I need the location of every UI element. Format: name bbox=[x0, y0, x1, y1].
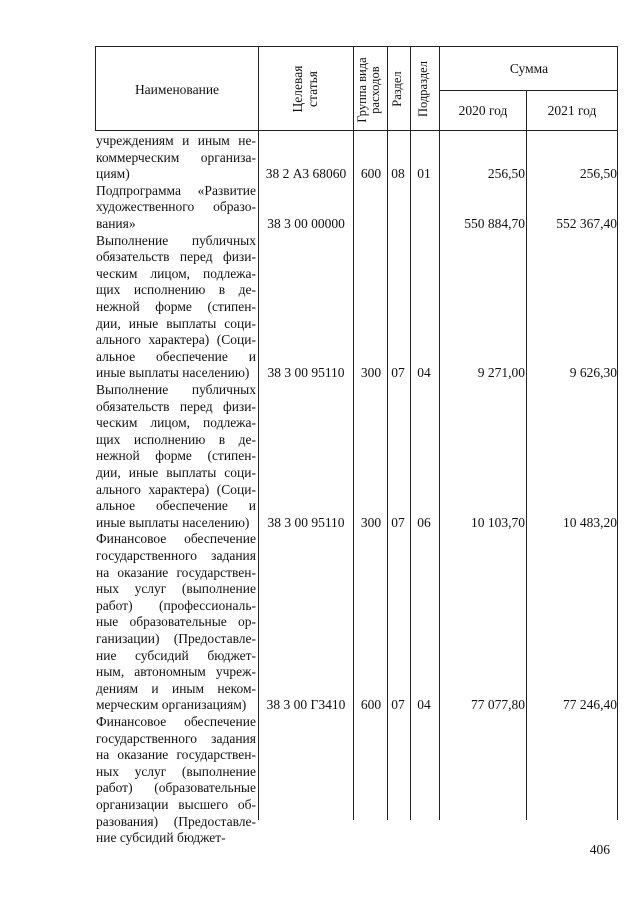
row-name-line: ческим лицом, подлежа- bbox=[96, 415, 256, 431]
row-name-line: ным, автономным учреж- bbox=[96, 664, 256, 680]
row-expense-group: 300 bbox=[360, 365, 382, 381]
row-name-line: ных услуг (выполнение bbox=[96, 581, 256, 597]
row-name-line: обязательств перед физи- bbox=[96, 398, 256, 414]
row-name-line: циям) bbox=[96, 166, 130, 182]
header-name: Наименование bbox=[134, 82, 220, 97]
row-name-line: дии, иные выплаты соци- bbox=[96, 464, 256, 480]
row-name-line: щих исполнению в де- bbox=[96, 431, 256, 447]
row-name-line: ные образовательные ор- bbox=[96, 614, 256, 630]
row-sum-2021: 256,50 bbox=[579, 166, 617, 182]
header-year-2020: 2020 год bbox=[458, 103, 508, 118]
row-name-line: обязательств перед физи- bbox=[96, 249, 256, 265]
row-name-line: ального характера) (Соци- bbox=[96, 481, 256, 497]
row-name-line: на оказание государствен- bbox=[96, 564, 256, 580]
page-number: 406 bbox=[589, 842, 610, 857]
row-name-line: вания» bbox=[96, 215, 136, 231]
sum-header-divider bbox=[440, 90, 618, 91]
row-target-code: 38 2 А3 68060 bbox=[265, 166, 347, 182]
table-top-border bbox=[95, 46, 618, 47]
header-subsection bbox=[417, 53, 433, 125]
header-expense-group-text: Группа вида расходов bbox=[355, 57, 382, 123]
row-sum-2020: 9 271,00 bbox=[477, 365, 525, 381]
row-sum-2021: 9 626,30 bbox=[569, 365, 617, 381]
row-name bbox=[96, 531, 256, 714]
row-target-code: 38 3 00 95110 bbox=[267, 514, 345, 530]
row-section: 07 bbox=[391, 697, 405, 713]
row-sum-2020: 10 103,70 bbox=[471, 514, 525, 530]
row-name-line: Подпрограмма «Развитие bbox=[96, 182, 256, 198]
row-name bbox=[96, 133, 256, 183]
row-target-code: 38 3 00 00000 bbox=[267, 216, 345, 231]
row-name-line: ганизации) (Предоставле- bbox=[96, 630, 256, 646]
row-name-line: Выполнение публичных bbox=[96, 382, 256, 397]
row-name-line: государственного задания bbox=[96, 547, 256, 563]
row-name-line: дии, иные выплаты соци- bbox=[96, 315, 256, 331]
row-expense-group: 600 bbox=[360, 697, 382, 713]
row-expense-group: 600 bbox=[360, 166, 382, 182]
row-name-line: работ) (образовательные bbox=[96, 780, 256, 796]
row-name bbox=[96, 714, 256, 847]
col-divider-code bbox=[353, 46, 354, 820]
row-name-line: Выполнение публичных bbox=[96, 232, 256, 248]
row-expense-group: 300 bbox=[360, 514, 382, 530]
row-name-line: ального характера) (Соци- bbox=[96, 332, 256, 348]
row-name-line: Финансовое обеспечение bbox=[96, 714, 256, 729]
row-subsection: 04 bbox=[417, 697, 431, 713]
table-right-border bbox=[617, 46, 618, 820]
row-name-line: ческим лицом, подлежа- bbox=[96, 265, 256, 281]
row-name-line: дениям и иным неком- bbox=[96, 680, 256, 696]
row-name-line: ние субсидий бюджет- bbox=[96, 647, 256, 663]
row-name bbox=[96, 183, 256, 233]
header-subsection-text: Подраздел bbox=[416, 61, 430, 117]
row-name-line: работ) (профессиональ- bbox=[96, 597, 256, 613]
row-name-line: коммерческим организа- bbox=[96, 149, 256, 165]
row-name-line: на оказание государствен- bbox=[96, 747, 256, 763]
row-subsection: 04 bbox=[417, 365, 431, 381]
row-section: 08 bbox=[391, 166, 405, 182]
row-sum-2020: 256,50 bbox=[487, 166, 525, 182]
header-year-2021: 2021 год bbox=[547, 103, 597, 118]
row-sum-2020: 77 077,80 bbox=[471, 697, 525, 713]
row-name-line: альное обеспечение и bbox=[96, 498, 256, 514]
row-sum-2020: 550 884,70 bbox=[464, 216, 525, 231]
header-sum: Сумма bbox=[509, 61, 549, 76]
row-name-line: государственного задания bbox=[96, 730, 256, 746]
row-sum-2021: 77 246,40 bbox=[563, 697, 617, 713]
row-name-line: нежной форме (стипен- bbox=[96, 298, 256, 314]
row-sum-2021: 10 483,20 bbox=[563, 514, 617, 530]
row-target-code: 38 3 00 95110 bbox=[267, 365, 345, 381]
row-name-line: нежной форме (стипен- bbox=[96, 448, 256, 464]
row-name-line: иные выплаты населению) bbox=[96, 514, 250, 530]
header-section bbox=[391, 58, 407, 120]
row-name-line: разования) (Предоставле- bbox=[96, 813, 256, 829]
row-subsection: 06 bbox=[417, 514, 431, 530]
row-name-line: ных услуг (выполнение bbox=[96, 763, 256, 779]
row-target-code: 38 3 00 Г3410 bbox=[266, 697, 346, 713]
header-section-text: Раздел bbox=[390, 71, 404, 107]
row-section: 07 bbox=[391, 514, 405, 530]
row-name-line: щих исполнению в де- bbox=[96, 282, 256, 298]
header-target-article bbox=[290, 49, 322, 129]
row-name-line: ние субсидий бюджет- bbox=[96, 830, 226, 846]
row-name bbox=[96, 233, 256, 382]
row-name-line: Финансовое обеспечение bbox=[96, 531, 256, 547]
row-name-line: учреждениям и иным не- bbox=[96, 133, 256, 148]
row-name-line: иные выплаты населению) bbox=[96, 365, 250, 381]
row-name bbox=[96, 382, 256, 531]
col-divider-name bbox=[258, 46, 259, 820]
row-sum-2021: 552 367,40 bbox=[556, 216, 617, 231]
row-section: 07 bbox=[391, 365, 405, 381]
row-name-line: альное обеспечение и bbox=[96, 348, 256, 364]
row-name-line: мерческим организациям) bbox=[96, 697, 247, 713]
header-expense-group bbox=[356, 49, 386, 131]
row-name-line: художественного образо- bbox=[96, 199, 256, 215]
row-name-line: организации высшего об- bbox=[96, 796, 256, 812]
header-target-article-text: Целевая статья bbox=[290, 65, 320, 113]
row-subsection: 01 bbox=[417, 166, 431, 182]
